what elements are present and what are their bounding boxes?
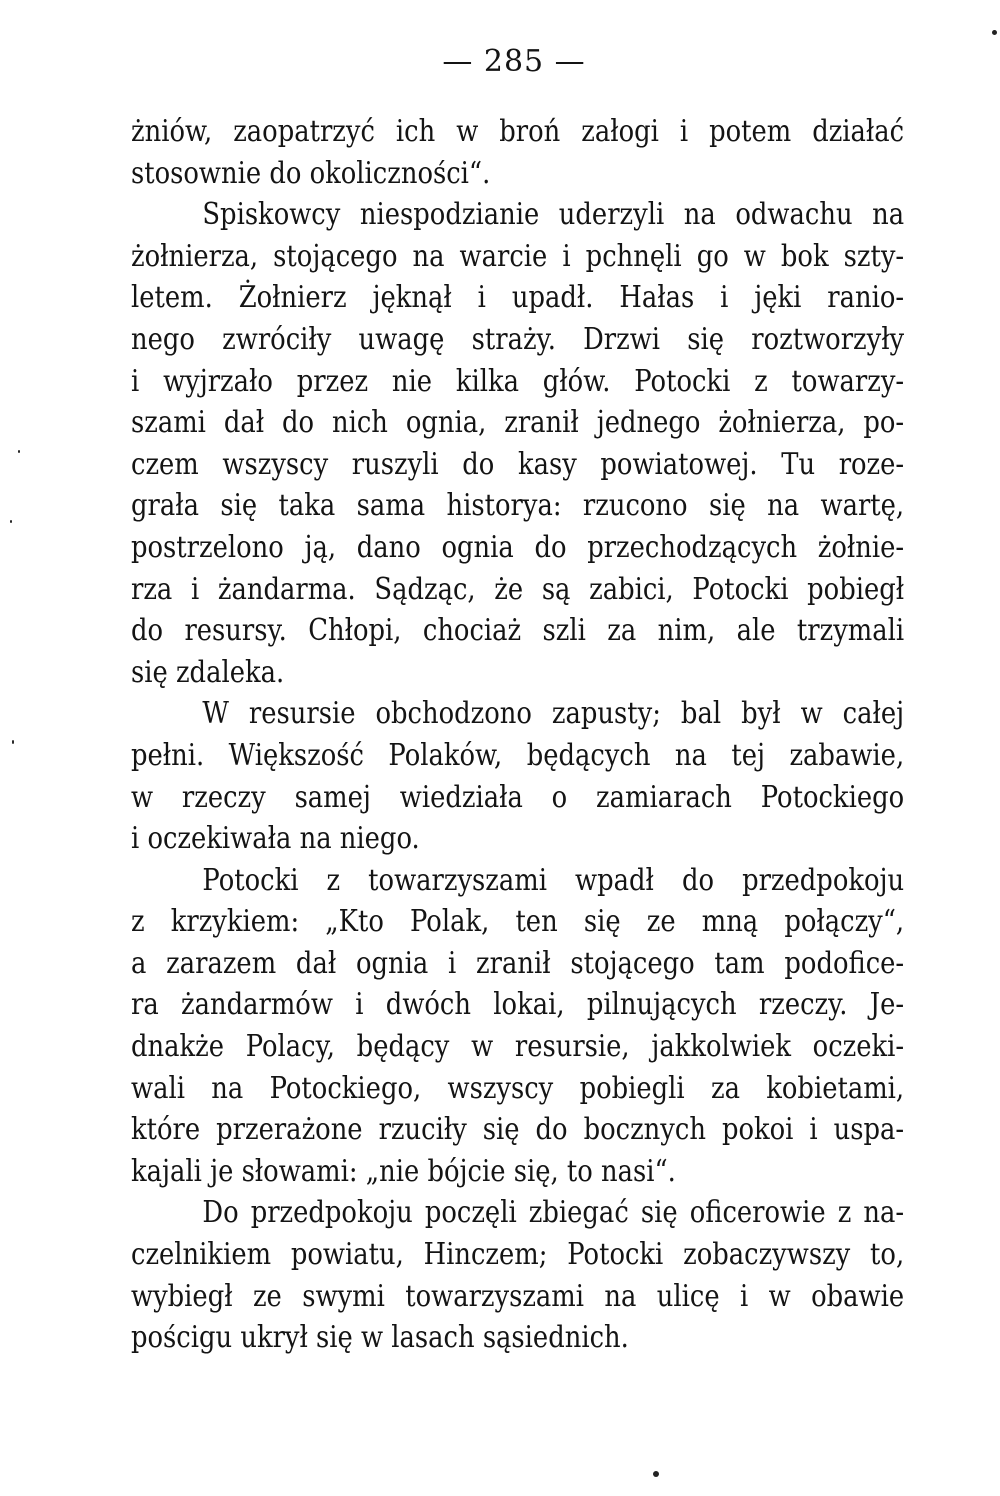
text-line: do resursy. Chłopi, chociaż szli za nim, ale trzymali — [131, 613, 905, 649]
text-line: Spiskowcy niespodzianie uderzyli na odwachu na — [202, 197, 905, 233]
text-line: wybiegł ze swymi towarzyszami na ulicę i w obawie — [131, 1278, 905, 1314]
text-line: pościgu ukrył się w lasach sąsiednich. — [131, 1320, 629, 1356]
text-line: postrzelono ją, dano ognia do przechodzących żołnie- — [131, 529, 905, 565]
text-line: Potocki z towarzyszami wpadł do przedpokoju — [202, 862, 905, 898]
text-line: z krzykiem: „Kto Polak, ten się ze mną połączy“, — [131, 904, 905, 940]
text-line: grała się taka sama historya: rzucono się na wartę, — [131, 488, 905, 524]
text-line: się zdaleka. — [131, 654, 285, 690]
text-line: i wyjrzało przez nie kilka głów. Potocki z towarzy- — [131, 363, 905, 399]
text-line: wali na Potockiego, wszyscy pobiegli za kobietami, — [131, 1070, 905, 1106]
scan-speck — [653, 1471, 659, 1477]
text-line: nego zwróciły uwagę straży. Drzwi się roztworzyły — [131, 321, 905, 357]
text-line: rza i żandarma. Sądząc, że są zabici, Potocki pobiegł — [131, 571, 905, 607]
text-line: żołnierza, stojącego na warcie i pchnęli go w bok szty- — [131, 238, 905, 274]
text-line: które przerażone rzuciły się do bocznych pokoi i uspa- — [131, 1112, 905, 1148]
text-line: Do przedpokoju poczęli zbiegać się oficerowie z na- — [202, 1195, 905, 1231]
text-line: w rzeczy samej wiedziała o zamiarach Potockiego — [131, 779, 905, 815]
text-line: i oczekiwała na niego. — [131, 821, 420, 857]
body-text — [131, 111, 906, 1359]
text-line: czelnikiem powiatu, Hinczem; Potocki zobaczywszy to, — [131, 1237, 905, 1273]
text-line: dnakże Polacy, będący w resursie, jakkolwiek oczeki- — [131, 1029, 905, 1065]
text-line: letem. Żołnierz jęknął i upadł. Hałas i jęki ranio- — [131, 280, 905, 316]
text-line: stosownie do okoliczności“. — [131, 155, 491, 191]
text-line: żniów, zaopatrzyć ich w broń załogi i potem działać — [131, 114, 905, 149]
text-line: szami dał do nich ognia, zranił jednego żołnierza, po- — [131, 405, 905, 441]
text-line: a zarazem dał ognia i zranił stojącego tam podofice- — [131, 945, 905, 981]
text-line: ra żandarmów i dwóch lokai, pilnujących rzeczy. Je- — [131, 987, 905, 1023]
page-number: — 285 — — [442, 44, 586, 79]
scan-speck — [10, 520, 12, 523]
text-line: czem wszyscy ruszyli do kasy powiatowej. Tu roze- — [131, 446, 905, 482]
text-line: W resursie obchodzono zapusty; bal był w całej — [202, 696, 905, 732]
text-line: pełni. Większość Polaków, będących na tej zabawie, — [131, 737, 905, 773]
text-line: kajali je słowami: „nie bójcie się, to nasi“. — [131, 1153, 676, 1189]
scan-speck — [18, 450, 20, 453]
scan-speck — [12, 740, 14, 744]
scan-speck — [992, 30, 997, 35]
